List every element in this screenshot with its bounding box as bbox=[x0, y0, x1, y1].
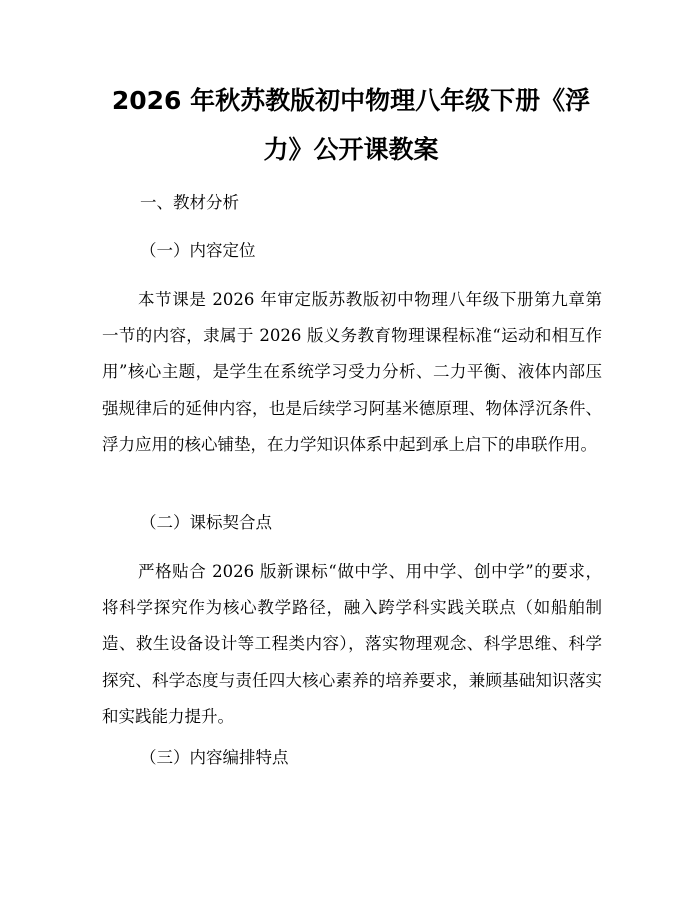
subsection-heading-content-arrangement: （三）内容编排特点 bbox=[140, 748, 289, 767]
paragraph-content-positioning: 本节课是 2026 年审定版苏教版初中物理八年级下册第九章第一节的内容，隶属于 2026 版义务教育物理课程标准“运动和相互作用”核心主题，是学生在系统学习受力分析、二力平衡、液体内部压强规律后的延伸内容，也是后续学习阿基米德原理、物体浮沉条件、浮力应用的核心铺垫，在力学知识体系中起到承上启下的串联作用。 bbox=[102, 290, 602, 454]
section-heading-textbook-analysis: 一、教材分析 bbox=[140, 193, 239, 212]
subsection-heading-content-positioning: （一）内容定位 bbox=[140, 241, 256, 260]
document-title-line-1: 2026 年秋苏教版初中物理八年级下册《浮 bbox=[111, 86, 591, 115]
subsection-heading-curriculum-fit: （二）课标契合点 bbox=[140, 513, 272, 532]
document-title-line-2: 力》公开课教案 bbox=[263, 135, 439, 164]
paragraph-curriculum-fit: 严格贴合 2026 版新课标“做中学、用中学、创中学”的要求，将科学探究作为核心教学路径，融入跨学科实践关联点（如船舶制造、救生设备设计等工程类内容），落实物理观念、科学思维、科学探究、科学态度与责任四大核心素养的培养要求，兼顾基础知识落实和实践能力提升。 bbox=[102, 562, 602, 726]
